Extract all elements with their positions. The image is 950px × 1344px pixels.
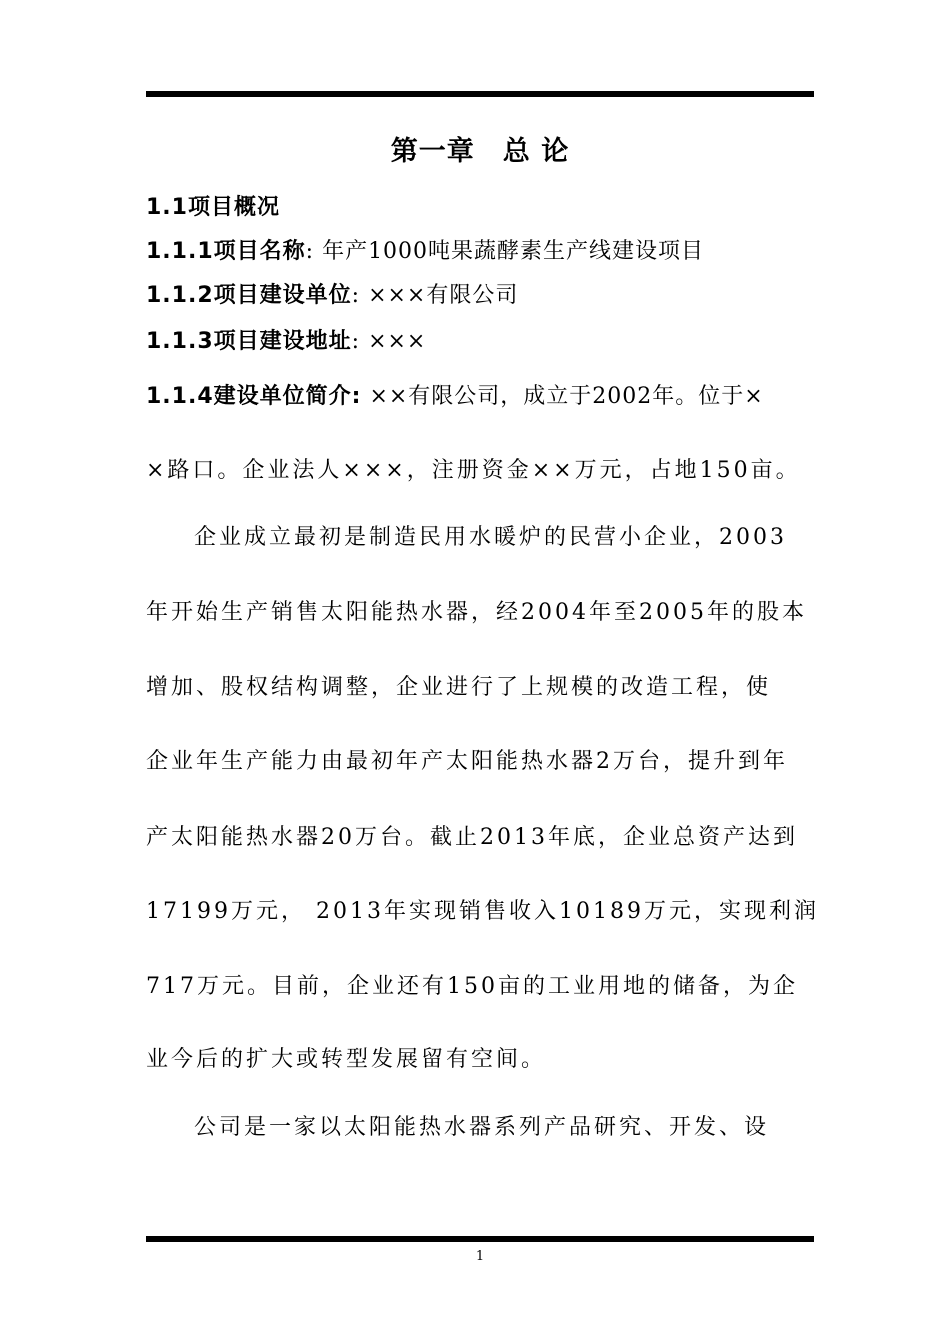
bottom-rule [146,1236,814,1242]
project-name-label: 1.1.1项目名称 [146,239,306,264]
project-address-value: ××× [368,329,427,354]
body-line-4: 增加、股权结构调整，企业进行了上规模的改造工程，使 [146,675,772,700]
body-line-7: 17199万元， 2013年实现销售收入10189万元，实现利润 [146,899,819,924]
chapter-number: 第一章 [390,136,475,167]
page-number: 1 [475,1249,485,1264]
body-line-5: 企业年生产能力由最初年产太阳能热水器2万台，提升到年 [146,749,788,774]
project-address-line: 1.1.3项目建设地址: ××× [146,329,427,354]
project-name-line: 1.1.1项目名称: 年产1000吨果蔬酵素生产线建设项目 [146,239,705,264]
body-line-1: ×路口。企业法人×××，注册资金××万元，占地150亩。 [146,458,801,483]
company-intro-line [146,380,814,414]
project-address-label: 1.1.3项目建设地址 [146,329,352,354]
section-heading-1-1: 1.1项目概况 [146,195,280,220]
body-line-10: 公司是一家以太阳能热水器系列产品研究、开发、设 [194,1115,770,1140]
top-rule [146,91,814,97]
project-unit-value: ×××有限公司 [368,283,519,308]
body-line-6: 产太阳能热水器20万台。截止2013年底，企业总资产达到 [146,825,798,850]
project-unit-label: 1.1.2项目建设单位 [146,283,352,308]
body-line-9: 业今后的扩大或转型发展留有空间。 [146,1047,547,1072]
project-unit-line: 1.1.2项目建设单位: ×××有限公司 [146,283,519,308]
body-line-8: 717万元。目前，企业还有150亩的工业用地的储备，为企 [146,974,798,999]
body-line-3: 年开始生产销售太阳能热水器，经2004年至2005年的股本 [146,600,807,625]
chapter-title [146,130,814,174]
chapter-name: 总 论 [502,136,570,167]
company-intro-label: 1.1.4建设单位简介: [146,384,362,409]
project-name-value: 年产1000吨果蔬酵素生产线建设项目 [322,239,705,264]
body-line-2: 企业成立最初是制造民用水暖炉的民营小企业，2003 [194,525,787,550]
company-intro-value: ××有限公司，成立于2002年。位于× [369,384,764,409]
